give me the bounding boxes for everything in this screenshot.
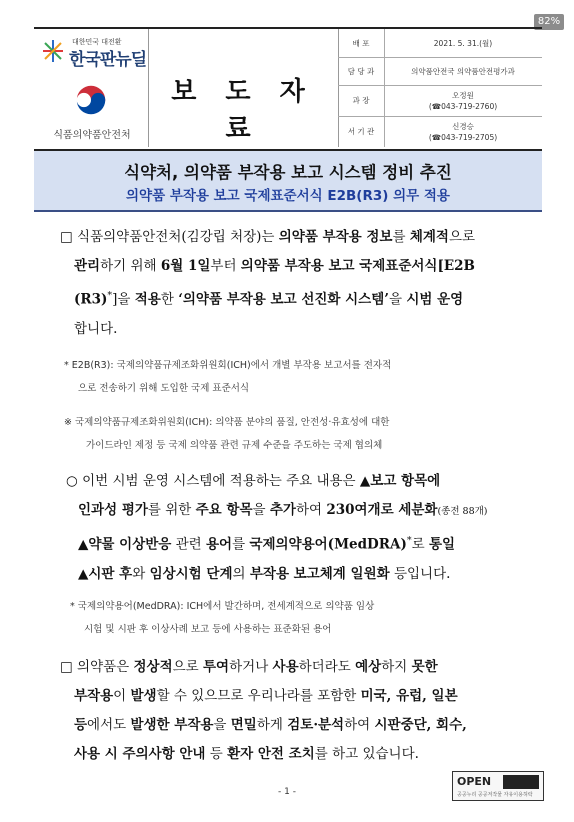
info-label: 서 기 관 (338, 116, 385, 147)
contact-info-table (338, 29, 542, 147)
footnote-e2b: * E2B(R3): 국제의약품규제조화위원회(ICH)에서 개별 부작용 보고서를 전자적 으로 전송하기 위해 도입한 국제 표준서식 (64, 360, 392, 394)
kogl-license-badge (452, 771, 544, 801)
info-row-department (338, 57, 542, 86)
info-label: 배 포 (338, 29, 385, 57)
info-value: 2021. 5. 31.(월) (433, 38, 493, 48)
info-row-director (338, 85, 542, 117)
logo-cell (34, 29, 149, 147)
info-value: 신경승 (☎043-719-2705) (428, 121, 498, 142)
government-emblem-icon (72, 81, 110, 119)
brand-tagline: 대한민국 대전환 (72, 38, 122, 46)
press-title-cell (148, 29, 339, 147)
zoom-indicator: 82% (534, 14, 564, 30)
brand-name: 한국판뉴딜 (69, 50, 147, 70)
license-icons (503, 775, 539, 789)
headline-box (34, 151, 542, 212)
paragraph-3: □ 의약품은 정상적으로 투여하거나 사용하더라도 예상하지 못한 부작용이 발생할 수 있으므로 우리나라를 포함한 미국, 유럽, 일본 등에서도 발생한 부작용을 면밀하게 검토·분석하여 시판중단, 회수, 사용 시 주의사항 안내 등 환자 안전 조치를 하고 있습니다. (60, 659, 467, 762)
paragraph-2: ○ 이번 시범 운영 시스템에 적용하는 주요 내용은 ▲보고 항목에 인과성 평가를 위한 주요 항목을 추가하여 230여개로 세분화(종전 88개) ▲약물 이상반응 관련 용어를 국제의약용어(MedDRA)*로 통일 ▲시판 후와 임상시험 단계의 부작용 보고체계 일원화 등입니다. (66, 473, 488, 582)
footnote-meddra: * 국제의약용어(MedDRA): ICH에서 발간하며, 전세계적으로 의약품 임상 시험 및 시판 후 이상사례 보고 등에 사용하는 표준화된 용어 (70, 601, 375, 635)
info-row-officer (338, 116, 542, 147)
footnote-ich: ※ 국제의약품규제조화위원회(ICH): 의약품 분야의 품질, 안전성·유효성에 대한 가이드라인 제정 등 국제 의약품 관련 규제 수준을 주도하는 국제 협의체 (64, 417, 390, 451)
info-label: 과 장 (338, 85, 385, 116)
info-value: 의약품안전국 의약품안전평가과 (411, 66, 515, 76)
press-release-title: 보 도 자 료 (171, 77, 315, 144)
info-row-distribution (338, 29, 542, 58)
info-value: 오정원 (☎043-719-2760) (428, 90, 498, 111)
license-subtext: 공공누리 공공저작물 자유이용허락 (457, 792, 533, 798)
info-label: 담 당 과 (338, 57, 385, 85)
headline: 식약처, 의약품 부작용 보고 시스템 정비 추진 (124, 163, 452, 182)
press-release-header (34, 27, 542, 151)
page-number: - 1 - (278, 787, 296, 797)
subheadline: 의약품 부작용 보고 국제표준서식 E2B(R3) 의무 적용 (126, 188, 450, 204)
organization-name: 식품의약품안전처 (53, 130, 131, 141)
open-license-label: OPEN (457, 775, 492, 788)
new-deal-logo-icon (40, 38, 66, 64)
paragraph-1: □ 식품의약품안전처(김강립 처장)는 의약품 부작용 정보를 체계적으로 관리하기 위해 6월 1일부터 의약품 부작용 보고 국제표준서식[E2B (R3)*]을 적용한 ‘의약품 부작용 보고 선진화 시스템’을 시범 운영 합니다. (60, 229, 476, 337)
